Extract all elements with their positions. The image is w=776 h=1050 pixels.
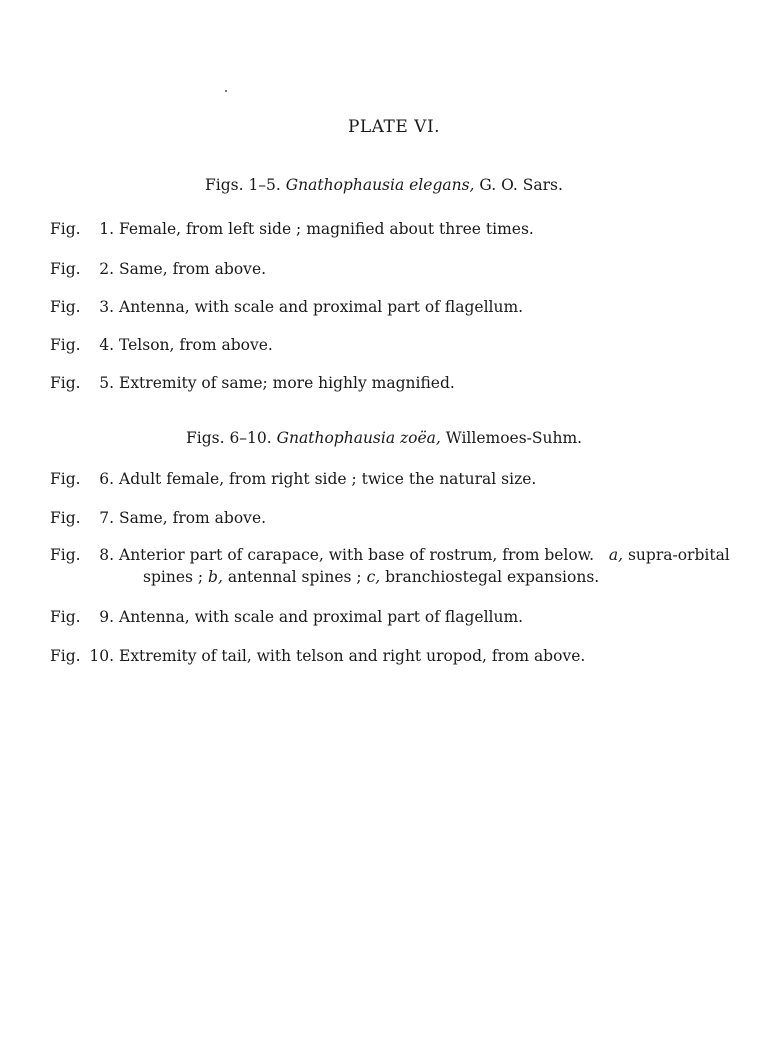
fig-number: 7. [99,509,114,527]
fig-number: 10. [89,647,114,665]
fig-caption: Same, from above. [119,260,267,278]
fig-label: Fig. [50,509,81,527]
fig-caption: Antenna, with scale and proximal part of flagellum. [119,608,524,626]
group-range: Figs. 6–10. [186,429,272,447]
figure-entry-4 [50,334,273,356]
figure-entry-3 [50,296,523,318]
print-speck [225,90,227,92]
fig-caption: Extremity of same; more highly magnified. [119,374,455,392]
fig-label: Fig. [50,220,81,238]
species-author: Willemoes-Suhm. [445,429,583,447]
fig-label: Fig. [50,546,81,564]
fig-number: 2. [99,260,114,278]
fig-label: Fig. [50,298,81,316]
group-range: Figs. 1–5. [205,176,281,194]
label-b: b, [208,568,223,586]
fig-label: Fig. [50,647,81,665]
fig-caption: Anterior part of carapace, with base of rostrum, from below. [119,546,595,564]
figure-entry-7 [50,507,266,529]
figure-entry-6 [50,468,536,490]
fig-number: 4. [99,336,114,354]
figure-entry-5 [50,372,455,394]
species-name: Gnathophausia zoëa, [276,429,441,447]
group-heading-1 [205,176,563,194]
fig-label: Fig. [50,608,81,626]
fig-label: Fig. [50,260,81,278]
species-author: G. O. Sars. [479,176,563,194]
fig-caption: Telson, from above. [119,336,273,354]
plate-title: PLATE VI. [347,117,441,137]
figure-entry-2 [50,258,266,280]
fig-label: Fig. [50,336,81,354]
fig-label: Fig. [50,470,81,488]
group-heading-2 [186,429,582,447]
figure-entry-10 [50,645,585,667]
figure-entry-1 [50,218,534,240]
fig-number: 1. [99,220,114,238]
label-c-text: branchiostegal expansions. [385,568,600,586]
fig-caption-continued [50,566,730,588]
fig-caption: Female, from left side ; magnified about three times. [119,220,534,238]
label-c: c, [366,568,381,586]
fig-caption: Antenna, with scale and proximal part of flagellum. [119,298,524,316]
fig-label: Fig. [50,374,81,392]
figure-entry-8 [50,544,730,588]
fig-caption: Adult female, from right side ; twice the natural size. [119,470,537,488]
fig-caption: Same, from above. [119,509,267,527]
label-a-text: supra-orbital [627,546,730,564]
caption-spines: spines ; [143,568,204,586]
label-a: a, [608,546,624,564]
fig-number: 5. [99,374,114,392]
fig-number: 6. [99,470,114,488]
label-b-text: antennal spines ; [227,568,362,586]
species-name: Gnathophausia elegans, [285,176,475,194]
fig-number: 3. [99,298,114,316]
figure-entry-9 [50,606,523,628]
fig-number: 9. [99,608,114,626]
fig-number: 8. [99,546,114,564]
fig-caption: Extremity of tail, with telson and right uropod, from above. [119,647,586,665]
